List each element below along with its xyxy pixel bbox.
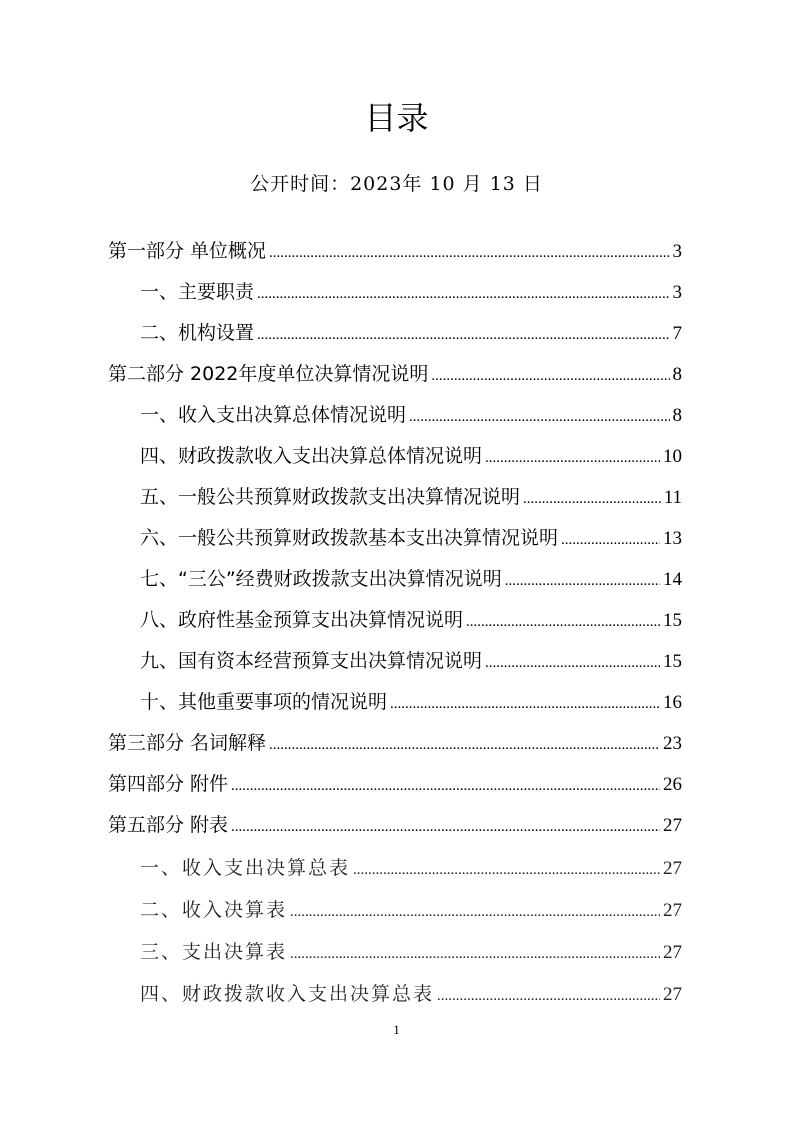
toc-label: 一、收入支出决算总体情况说明 <box>140 404 407 426</box>
toc-page-number: 10 <box>663 446 682 467</box>
toc-leader-dots <box>409 402 669 432</box>
toc-entry-part-3[interactable] <box>108 728 682 758</box>
toc-entry-income-table[interactable] <box>140 895 682 925</box>
toc-entry-part-2[interactable] <box>108 359 682 389</box>
toc-label: 第一部分 单位概况 <box>108 240 267 262</box>
toc-leader-dots <box>353 855 660 885</box>
toc-page-number: 8 <box>672 405 682 426</box>
toc-leader-dots <box>231 771 660 801</box>
toc-leader-dots <box>505 566 660 596</box>
toc-page-number: 3 <box>672 282 682 303</box>
toc-entry-state-capital-budget[interactable] <box>140 646 682 676</box>
toc-label: 六、一般公共预算财政拨款基本支出决算情况说明 <box>140 527 559 549</box>
toc-page-number: 13 <box>663 528 682 549</box>
toc-label: 八、政府性基金预算支出决算情况说明 <box>140 609 464 631</box>
toc-label: 二、机构设置 <box>140 322 255 344</box>
toc-page-number: 26 <box>663 774 682 795</box>
toc-label: 十、其他重要事项的情况说明 <box>140 691 388 713</box>
toc-leader-dots <box>257 320 669 350</box>
page-number: 1 <box>393 1022 400 1037</box>
toc-leader-dots <box>269 238 669 268</box>
toc-leader-dots <box>437 981 660 1011</box>
toc-leader-dots <box>431 361 669 391</box>
page-title: 目录 <box>364 99 429 137</box>
toc-label: 五、一般公共预算财政拨款支出决算情况说明 <box>140 486 521 508</box>
toc-leader-dots <box>257 279 669 309</box>
toc-leader-dots <box>290 939 660 969</box>
toc-entry-expense-table[interactable] <box>140 937 682 967</box>
toc-entry-government-fund-budget[interactable] <box>140 605 682 635</box>
toc-label: 三、支出决算表 <box>140 941 288 963</box>
toc-entry-organization[interactable] <box>140 318 682 348</box>
toc-leader-dots <box>561 525 660 555</box>
toc-page-number: 16 <box>663 692 682 713</box>
toc-label: 第五部分 附表 <box>108 814 229 836</box>
toc-entry-overall-income-expense[interactable] <box>140 400 682 430</box>
toc-entry-part-1[interactable] <box>108 236 682 266</box>
toc-page-number: 15 <box>663 610 682 631</box>
toc-entry-part-5[interactable] <box>108 810 682 840</box>
toc-entry-income-expense-summary-table[interactable] <box>140 853 682 883</box>
toc-label: 第三部分 名词解释 <box>108 732 267 754</box>
toc-page-number: 3 <box>672 241 682 262</box>
toc-entry-main-duties[interactable] <box>140 277 682 307</box>
toc-label: 一、收入支出决算总表 <box>140 857 351 879</box>
toc-label: 九、国有资本经营预算支出决算情况说明 <box>140 650 483 672</box>
toc-page-number: 7 <box>672 323 682 344</box>
toc-label: 二、收入决算表 <box>140 899 288 921</box>
toc-entry-general-budget-basic-expense[interactable] <box>140 523 682 553</box>
toc-entry-general-budget-expense[interactable] <box>140 482 682 512</box>
toc-leader-dots <box>390 689 660 719</box>
toc-entry-part-4[interactable] <box>108 769 682 799</box>
toc-page-number: 27 <box>663 984 682 1005</box>
publish-time: 公开时间：2023年 10 月 13 日 <box>250 173 543 195</box>
toc-page-number: 27 <box>663 815 682 836</box>
toc-label: 一、主要职责 <box>140 281 255 303</box>
toc-entry-fiscal-allocation-overall[interactable] <box>140 441 682 471</box>
toc-label: 四、财政拨款收入支出决算总表 <box>140 983 435 1005</box>
toc-page-number: 11 <box>663 487 682 508</box>
toc-page-number: 15 <box>663 651 682 672</box>
toc-label: 七、“三公”经费财政拨款支出决算情况说明 <box>140 568 502 590</box>
toc-label: 第四部分 附件 <box>108 773 229 795</box>
toc-page-number: 8 <box>672 364 682 385</box>
toc-entry-fiscal-allocation-summary-table[interactable] <box>140 979 682 1009</box>
toc-leader-dots <box>290 897 660 927</box>
toc-page-number: 27 <box>663 942 682 963</box>
toc-label: 四、财政拨款收入支出决算总体情况说明 <box>140 445 483 467</box>
toc-page-number: 27 <box>663 900 682 921</box>
toc-page-number: 14 <box>663 569 682 590</box>
toc-entry-three-public-expenses[interactable] <box>140 564 682 594</box>
toc-leader-dots <box>485 648 660 678</box>
toc-label: 第二部分 2022年度单位决算情况说明 <box>108 363 429 385</box>
toc-leader-dots <box>485 443 660 473</box>
toc-leader-dots <box>523 484 661 514</box>
toc-page-number: 27 <box>663 858 682 879</box>
toc-leader-dots <box>269 730 660 760</box>
toc-leader-dots <box>231 812 660 842</box>
toc-entry-other-matters[interactable] <box>140 687 682 717</box>
toc-page-number: 23 <box>663 733 682 754</box>
toc-leader-dots <box>466 607 660 637</box>
